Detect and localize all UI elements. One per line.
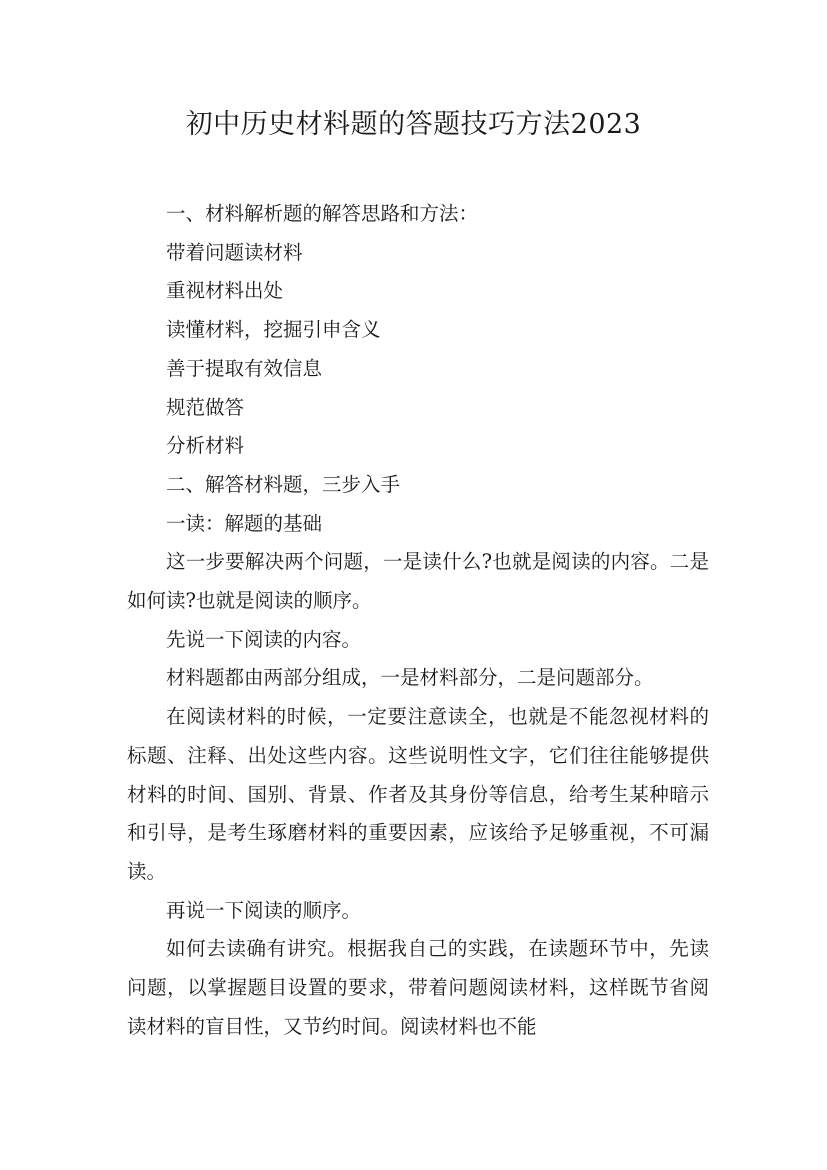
list-item: 分析材料 (166, 434, 245, 458)
subsection-heading: 一读：解题的基础 (166, 511, 323, 535)
list-item: 规范做答 (166, 395, 245, 419)
document-body (127, 195, 709, 1046)
paragraph: 这一步要解决两个问题，一是读什么?也就是阅读的内容。二是如何读?也就是阅读的顺序。 (127, 550, 709, 613)
section-heading: 一、材料解析题的解答思路和方法： (166, 202, 479, 225)
list-item: 重视材料出处 (166, 279, 284, 303)
paragraph: 先说一下阅读的内容。 (166, 627, 362, 651)
paragraph: 在阅读材料的时候，一定要注意读全，也就是不能忽视材料的标题、注释、出处这些内容。这些说明性文字，它们往往能够提供材料的时间、国别、背景、作者及其身份等信息，给考生某种暗示和引导，是考生琢磨材料的重要因素，应该给予足够重视，不可漏读。 (127, 705, 709, 883)
document-title: 初中历史材料题的答题技巧方法2023 (185, 109, 642, 140)
list-item: 读懂材料，挖掘引申含义 (166, 318, 381, 342)
paragraph: 再说一下阅读的顺序。 (166, 898, 362, 922)
paragraph: 材料题都由两部分组成，一是材料部分，二是问题部分。 (166, 666, 654, 690)
list-item: 带着问题读材料 (166, 240, 303, 264)
paragraph: 如何去读确有讲究。根据我自己的实践，在读题环节中，先读问题，以掌握题目设置的要求，带着问题阅读材料，这样既节省阅读材料的盲目性，又节约时间。阅读材料也不能 (127, 937, 709, 1038)
list-item: 善于提取有效信息 (166, 356, 323, 380)
section-heading: 二、解答材料题，三步入手 (166, 472, 401, 496)
